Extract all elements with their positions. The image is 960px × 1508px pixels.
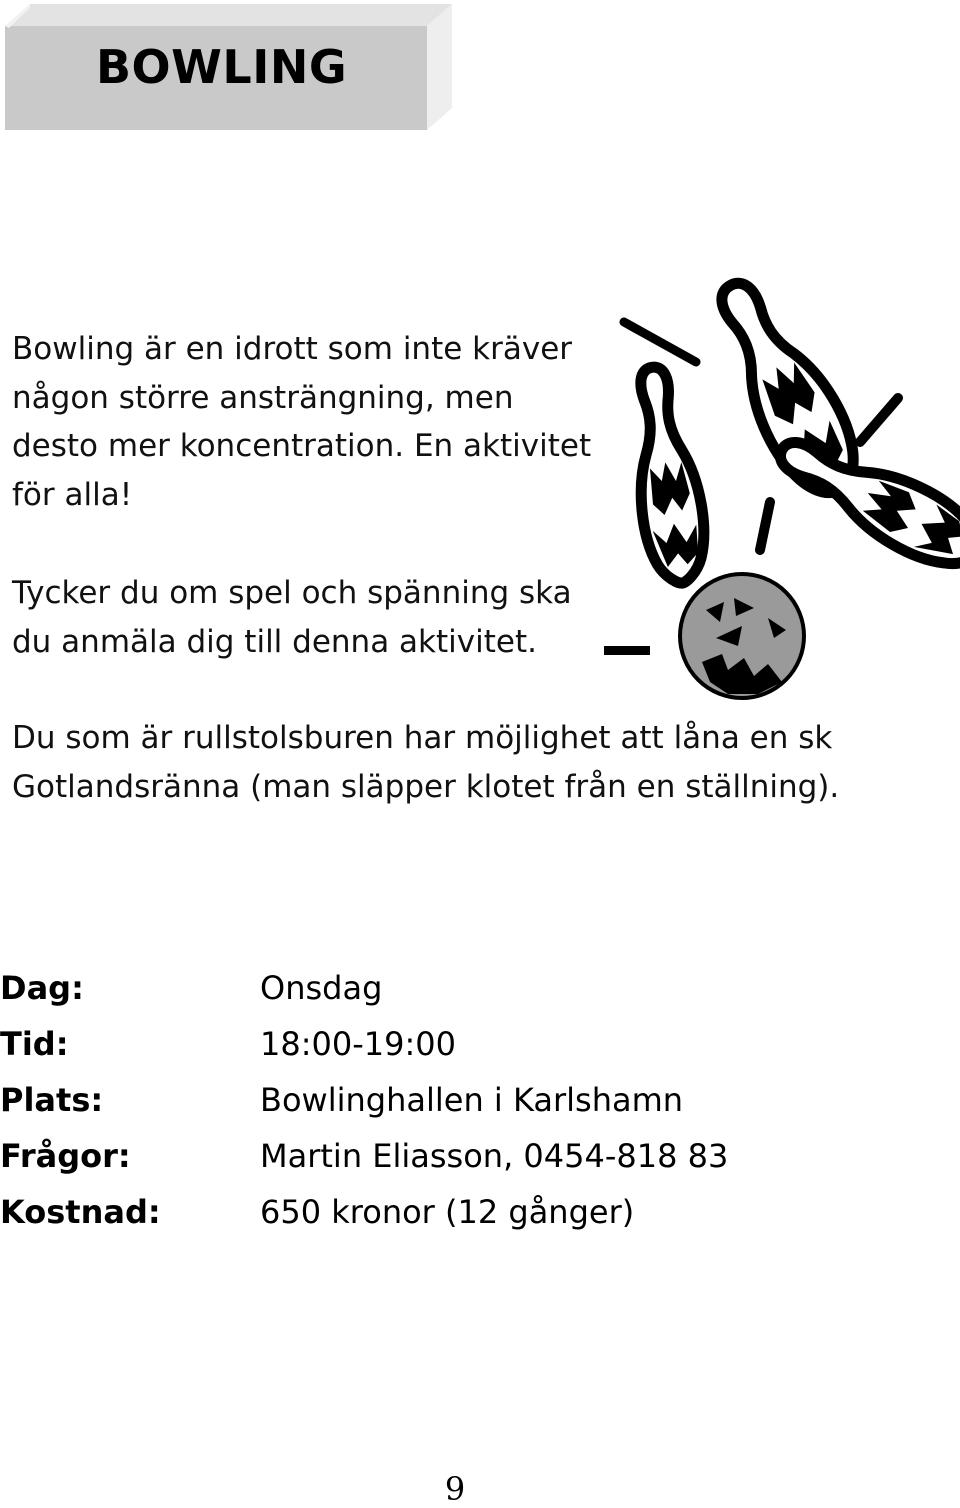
intro-paragraph-3: Du som är rullstolsburen har möjlighet att låna en sk Gotlandsränna (man släpper klotet från en ställning). (12, 720, 840, 805)
intro-paragraph-1: Bowling är en idrott som inte kräver någon större ansträngning, men desto mer koncentration. En aktivitet för alla! (12, 331, 592, 513)
details-label: Kostnad: (0, 1193, 161, 1231)
details-label: Plats: (0, 1081, 104, 1119)
details-row-questions (0, 1131, 728, 1187)
page-number: 9 (444, 1470, 466, 1508)
details-value: 18:00-19:00 (260, 1025, 456, 1063)
details-value: 650 kronor (12 gånger) (260, 1193, 635, 1231)
details-row-place (0, 1075, 728, 1131)
details-table (0, 963, 728, 1243)
page-title: BOWLING (96, 40, 348, 94)
details-label: Tid: (0, 1025, 69, 1063)
details-row-cost (0, 1187, 728, 1243)
details-label: Dag: (0, 969, 84, 1007)
bowling-pins-and-ball-icon (598, 266, 960, 706)
details-value: Martin Eliasson, 0454-818 83 (260, 1137, 729, 1175)
details-value: Onsdag (260, 969, 383, 1007)
details-row-day (0, 963, 728, 1019)
details-row-time (0, 1019, 728, 1075)
title-banner (0, 0, 460, 140)
intro-paragraph-2: Tycker du om spel och spänning ska du anmäla dig till denna aktivitet. (12, 575, 572, 660)
details-label: Frågor: (0, 1137, 131, 1175)
details-value: Bowlinghallen i Karlshamn (260, 1081, 684, 1119)
